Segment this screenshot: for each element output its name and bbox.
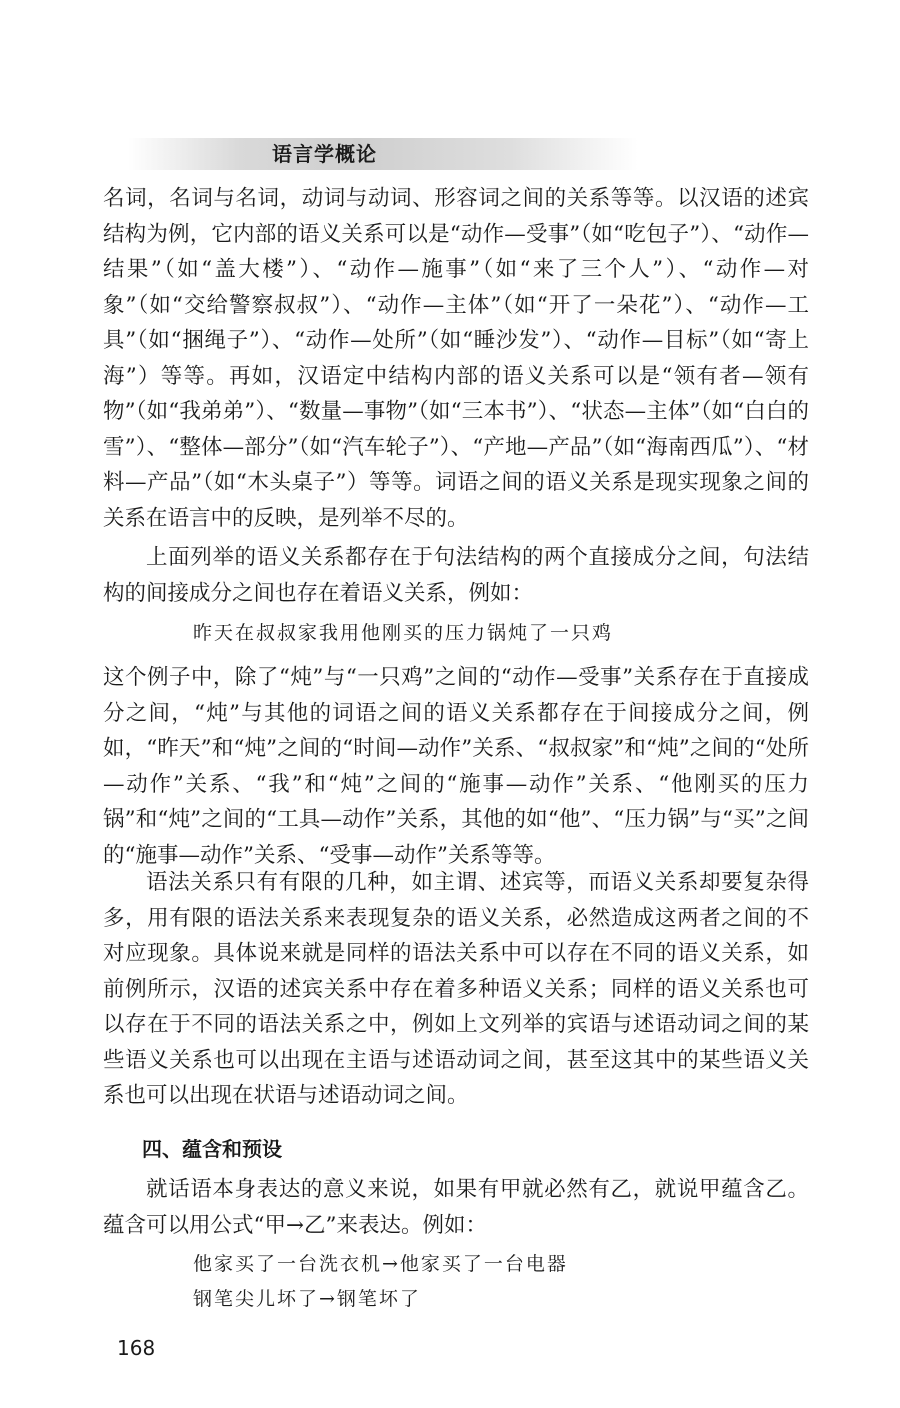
example-sentence-stew: 昨天在叔叔家我用他刚买的压力锅炖了一只鸡: [193, 622, 614, 644]
page-number: 168: [117, 1336, 156, 1360]
paragraph-indirect-constituents: 上面列举的语义关系都存在于句法结构的两个直接成分之间，句法结构的间接成分之间也存在着语义关系，例如：: [103, 545, 809, 606]
header-band: [128, 138, 638, 170]
paragraph-grammar-vs-semantics: 语法关系只有有限的几种，如主谓、述宾等，而语义关系却要复杂得多，用有限的语法关系来表现复杂的语义关系，必然造成这两者之间的不对应现象。具体说来就是同样的语法关系中可以存在不同的语义关系，如前例所示，汉语的述宾关系中存在着多种语义关系；同样的语义关系也可以存在于不同的语法关系之中，例如上文列举的宾语与述语动词之间的某些语义关系也可以出现在主语与述语动词之间，甚至这其中的某些语义关系也可以出现在状语与述语动词之间。: [103, 870, 809, 1108]
section-heading-entailment: 四、蕴含和预设: [142, 1137, 282, 1161]
paragraph-semantic-relations-examples: 名词，名词与名词，动词与动词、形容词之间的关系等等。以汉语的述宾结构为例，它内部的语义关系可以是“动作—受事”（如“吃包子”）、“动作—结果”（如“盖大楼”）、“动作—施事”（如“来了三个人”）、“动作—对象”（如“交给警察叔叔”）、“动作—主体”（如“开了一朵花”）、“动作—工具”（如“捆绳子”）、“动作—处所”（如“睡沙发”）、“动作—目标”（如“寄上海”）等等。再如，汉语定中结构内部的语义关系可以是“领有者—领有物”（如“我弟弟”）、“数量—事物”（如“三本书”）、“状态—主体”（如“白白的雪”）、“整体—部分”（如“汽车轮子”）、“产地—产品”（如“海南西瓜”）、“材料—产品”（如“木头桌子”）等等。词语之间的语义关系是现实现象之间的关系在语言中的反映，是列举不尽的。: [103, 186, 809, 531]
example-entailment-pen: 钢笔尖儿坏了→钢笔坏了: [193, 1288, 421, 1310]
running-header-title: 语言学概论: [272, 142, 377, 166]
example-entailment-washing-machine: 他家买了一台洗衣机→他家买了一台电器: [193, 1253, 568, 1275]
paragraph-entailment-definition: 就话语本身表达的意义来说，如果有甲就必然有乙，就说甲蕴含乙。蕴含可以用公式“甲→乙”来表达。例如：: [103, 1177, 809, 1238]
paragraph-example-analysis: 这个例子中，除了“炖”与“一只鸡”之间的“动作—受事”关系存在于直接成分之间，“炖”与其他的词语之间的语义关系都存在于间接成分之间，例如，“昨天”和“炖”之间的“时间—动作”关系、“叔叔家”和“炖”之间的“处所—动作”关系、“我”和“炖”之间的“施事—动作”关系、“他刚买的压力锅”和“炖”之间的“工具—动作”关系，其他的如“他”、“压力锅”与“买”之间的“施事—动作”关系、“受事—动作”关系等等。: [103, 665, 809, 868]
